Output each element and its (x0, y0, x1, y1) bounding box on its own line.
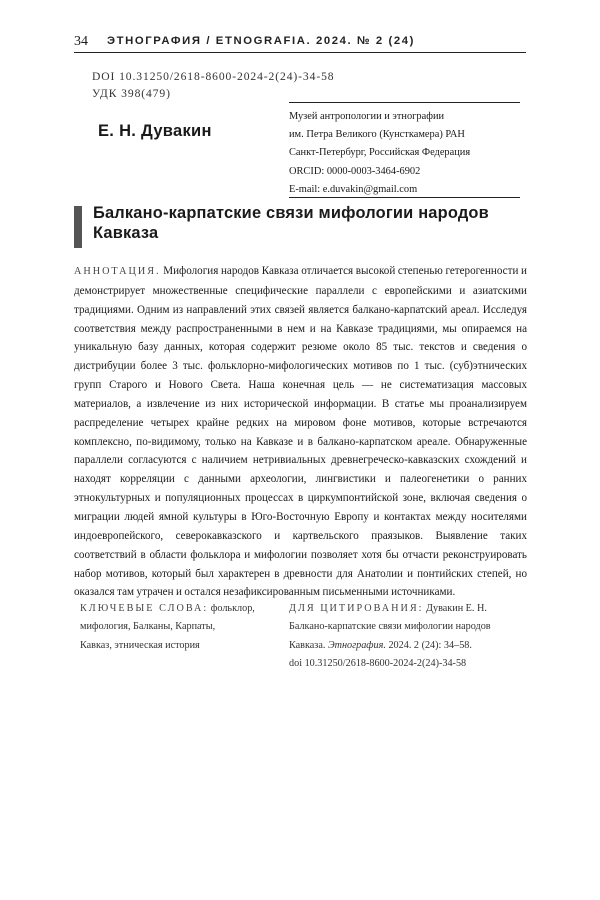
abstract-text: Мифология народов Кавказа отличается высокой степенью гетерогенности и демонстрирует множественные специфические параллели с европейскими и азиатскими традициями. Одним из направлений этих связей является балкано-карпатский ареал. Исследуя соответствия между распространенными в нем и на Кавказе традициями, мы опираемся на уникальную базу данных, которая содержит резюме около 85 тыс. текстов и сведения о дистрибуции более 3 тыс. фольклорно-мифологических мотивов по 1 тыс. (суб)этнических групп Старого и Нового Света. Наша конечная цель — не систематизация массовых материалов, а извлечение из них исторической информации. В статье мы проанализируем распределение четырех крайне редких на мировом фоне мотивов, которые встречаются комплексно, по-видимому, только на Кавказе и в балкано-карпатском ареале. Обнаруженные параллели согласуются с наличием нетривиальных древнегреческо-кавказских схождений и находят корреляции с данными археологии, лингвистики и палеогенетики о ранних этнокультурных и популяционных процессах в циркумпонтийской зоне, включая сведения о миграции людей ямной культуры в Юго-Восточную Европу и контактах между носителями индоевропейского, северокавказского и картвельского праязыков. Выявление таких соответствий в области фольклора и мифологии позволяет хотя бы отчасти реконструировать набор мотивов, который был характерен в древности для Анатолии и понтийских степей, но оказался там утрачен и остался незафиксированным письменными источниками. (74, 265, 527, 599)
affiliation-line: им. Петра Великого (Кунсткамера) РАН (289, 129, 465, 141)
affiliation-block (289, 108, 470, 199)
keywords-label: КЛЮЧЕВЫЕ СЛОВА: (80, 603, 209, 614)
citation-label: ДЛЯ ЦИТИРОВАНИЯ: (289, 603, 424, 614)
abstract (74, 262, 527, 602)
running-header (74, 34, 526, 50)
page-number: 34 (74, 34, 88, 49)
citation-line: 2024. 2 (24): 34–58. (388, 639, 472, 651)
udk: УДК 398(479) (92, 87, 171, 100)
citation-block (289, 600, 529, 674)
title-accent-bar (74, 206, 82, 248)
keywords-line: мифология, Балканы, Карпаты, (80, 621, 216, 633)
journal-title: ЭТНОГРАФИЯ / ETNOGRAFIA. 2024. № 2 (24) (107, 35, 416, 47)
citation-line: Кавказа. (289, 639, 326, 651)
citation-journal: Этнография. (327, 639, 386, 651)
article-title: Балкано-карпатские связи мифологии народов Кавказа (93, 204, 489, 242)
keywords-line: Кавказ, этническая история (80, 639, 200, 651)
citation-line: Дувакин Е. Н. (426, 603, 487, 614)
author-name: Е. Н. Дувакин (98, 122, 212, 140)
keywords-line: фольклор, (210, 603, 255, 614)
orcid: ORCID: 0000-0003-3464-6902 (289, 165, 421, 177)
citation-line: Балкано-карпатские связи мифологии народов (289, 621, 491, 633)
citation-doi: doi 10.31250/2618-8600-2024-2(24)-34-58 (289, 658, 467, 670)
header-divider (74, 52, 526, 53)
email: E-mail: e.duvakin@gmail.com (289, 183, 418, 195)
abstract-label: АННОТАЦИЯ. (74, 266, 161, 277)
affiliation-bottom-rule (289, 197, 520, 198)
doi: DOI 10.31250/2618-8600-2024-2(24)-34-58 (92, 70, 335, 83)
affiliation-line: Санкт-Петербург, Российская Федерация (289, 147, 471, 159)
article-identifiers (92, 68, 334, 102)
affiliation-top-rule (289, 102, 520, 103)
keywords-block (80, 600, 270, 655)
affiliation-line: Музей антропологии и этнографии (289, 111, 445, 122)
